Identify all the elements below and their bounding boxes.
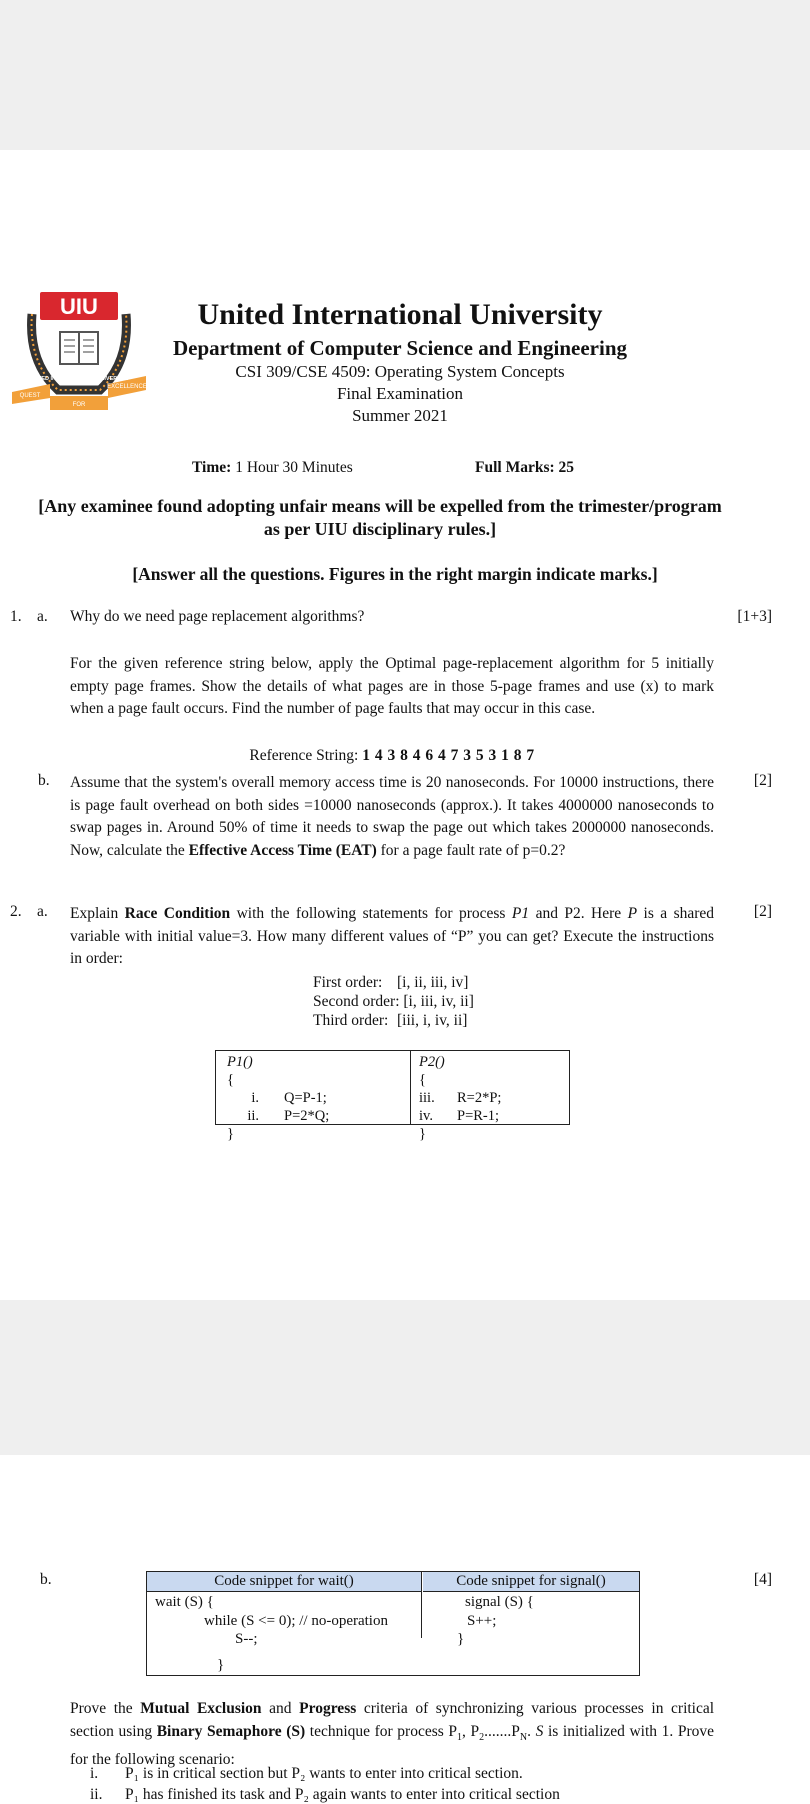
reference-string-value: 1 4 3 8 4 6 4 7 3 5 3 1 8 7 xyxy=(362,747,535,764)
p1-open-brace: { xyxy=(227,1072,234,1088)
q2-b-paragraph: Prove the Mutual Exclusion and Progress criteria of synchronizing various processes in critical section using Binary Semaphore (S) technique for process $P_1$, $P_2.......P_N$. S is initialized with 1. Prove for the following scenario: xyxy=(70,1700,715,1769)
q2-a-text-3: and P2. Here xyxy=(535,905,622,922)
q2-b-binary-semaphore-bold: Binary Semaphore xyxy=(156,1722,282,1740)
logo-ribbon-mid: FOR xyxy=(72,402,86,408)
order-row xyxy=(313,992,474,1011)
q2-b-text-4: technique for process P xyxy=(309,1722,458,1740)
q1-a-paragraph: For the given reference string below, apply the Optimal page-replacement algorithm for 5 initially empty page frames. Show the details of what pages are in those 5-page frames and use (x) to mark when a page fault occurs. Find the number of page faults that may occur in this case. xyxy=(70,655,714,717)
q2-b-s-bold: (S) xyxy=(286,1722,306,1740)
q2-b-label: b. xyxy=(40,1571,52,1588)
university-logo xyxy=(10,292,150,422)
p2-close-brace: } xyxy=(419,1126,426,1142)
warning-line-1: [Any examinee found adopting unfair means will be expelled from the trimester/program xyxy=(38,496,722,516)
logo-acronym: UIU xyxy=(60,294,98,319)
p1-block xyxy=(227,1053,382,1143)
p2-title: P2() xyxy=(419,1054,445,1070)
logo-ring-text: UNITED INTERNATIONAL UNIVERSITY xyxy=(28,376,130,382)
page-gap-band xyxy=(0,1300,810,1455)
p1-close-brace: } xyxy=(227,1126,234,1142)
semaphore-divider xyxy=(421,1591,422,1638)
exam-term: Summer 2021 xyxy=(352,406,448,425)
p2-open-brace: { xyxy=(419,1072,426,1088)
reference-string xyxy=(70,747,714,765)
top-gray-band xyxy=(0,0,810,150)
q2-a-text-2: with the following statements for process xyxy=(236,905,506,922)
p1-line-number: i. xyxy=(251,1090,259,1106)
q1-a-question: Why do we need page replacement algorithms? xyxy=(70,608,365,625)
p2-line-number: iv. xyxy=(419,1108,433,1124)
order-label: Third order: xyxy=(313,1012,389,1029)
full-marks: Full Marks: 25 xyxy=(475,459,575,476)
scenario-i-number: i. xyxy=(90,1765,99,1782)
q2-a-race-bold: Race Condition xyxy=(124,905,231,922)
q1-a-label: a. xyxy=(37,608,48,625)
logo-ribbon-left: QUEST xyxy=(19,393,41,399)
time-label: Time: xyxy=(192,459,232,476)
q2-b-mutual-exclusion-bold: Mutual Exclusion xyxy=(140,1700,262,1717)
logo-ribbon-right: EXCELLENCE xyxy=(107,384,147,390)
scenario-i xyxy=(90,1765,523,1783)
p1-line-code: Q=P-1; xyxy=(284,1090,327,1106)
q1-b-marks: [2] xyxy=(753,772,772,789)
department-name: Department of Computer Science and Engineering xyxy=(173,336,627,360)
university-name: United International University xyxy=(197,298,603,331)
q1-b-paragraph xyxy=(70,772,714,862)
order-value: [iii, i, iv, ii] xyxy=(397,1012,468,1029)
q1-b-text-2: for a page fault rate of p=0.2? xyxy=(380,841,566,859)
q2-number: 2. xyxy=(10,903,22,920)
order-value: [i, iii, iv, ii] xyxy=(403,993,474,1010)
q2-b-marks: [4] xyxy=(753,1571,772,1588)
q2-b-text-3: criteria of synchronizing various processes in critical section using xyxy=(70,1700,715,1740)
order-value: [i, ii, iii, iv] xyxy=(397,974,469,991)
p2-block xyxy=(419,1053,569,1143)
q2-a-paragraph xyxy=(70,903,714,971)
course-title: CSI 309/CSE 4509: Operating System Concepts xyxy=(235,362,565,381)
p1-title: P1() xyxy=(227,1054,253,1070)
exam-time xyxy=(192,459,353,477)
q1-b-eat-bold: Effective Access Time (EAT) xyxy=(188,841,377,859)
q1-number: 1. xyxy=(10,608,22,625)
scenario-ii-number: ii. xyxy=(90,1786,103,1803)
wait-line-3: S--; xyxy=(235,1631,258,1647)
order-row xyxy=(313,1011,474,1030)
reference-string-label: Reference String: xyxy=(249,747,359,764)
q2-b-text-1: Prove the xyxy=(70,1700,133,1717)
process-code-table xyxy=(215,1050,570,1142)
instruction: [Answer all the questions. Figures in the right margin indicate marks.] xyxy=(132,564,658,584)
q2-a-text-4: is a shared variable with initial value=3. How many different values of “P” you can get? Execute the instructions in order: xyxy=(70,905,715,967)
code-table-divider xyxy=(410,1051,411,1124)
university-logo-graphic xyxy=(10,292,150,422)
signal-line-3: } xyxy=(457,1631,465,1647)
warning-line-2: as per UIU disciplinary rules.] xyxy=(263,519,497,539)
time-value: 1 Hour 30 Minutes xyxy=(235,459,353,476)
p1-line-number: ii. xyxy=(247,1108,259,1124)
wait-line-4: } xyxy=(217,1657,225,1673)
q2-b-progress-bold: Progress xyxy=(299,1700,357,1717)
p2-line-code: R=2*P; xyxy=(457,1090,502,1106)
wait-line-2: while (S <= 0); // no-operation xyxy=(204,1613,388,1629)
q2-a-p: P xyxy=(627,905,638,922)
semaphore-code-table xyxy=(146,1571,640,1676)
scenario-ii xyxy=(90,1786,560,1804)
execution-orders xyxy=(313,973,474,1030)
p2-line-number: iii. xyxy=(419,1090,435,1106)
q2-b-text-2: and xyxy=(269,1700,292,1717)
signal-line-1: signal (S) { xyxy=(465,1594,534,1610)
order-row xyxy=(313,973,474,992)
p2-line-code: P=R-1; xyxy=(457,1108,500,1124)
p1-line-code: P=2*Q; xyxy=(284,1108,330,1124)
q2-a-marks: [2] xyxy=(753,903,772,920)
q1-b-label: b. xyxy=(38,772,50,789)
order-label: Second order: xyxy=(313,993,400,1010)
exam-title: Final Examination xyxy=(336,384,464,403)
wait-header: Code snippet for wait() xyxy=(214,1573,354,1589)
q1-b-text-1: Assume that the system's overall memory access time is 20 nanoseconds. For 10000 instructions, there is page fault overhead on both sides =10000 nanoseconds (approx.). It takes 4000000 nanoseconds to swap pages in. Around 50% of time it needs to swap the page out which takes 2000000 nanoseconds. Now, calculate the xyxy=(70,774,714,859)
scenario-ii-text: P₁ has finished its task and P₂ again wants to enter into critical section xyxy=(125,1786,560,1803)
q2-a-p1: P1 xyxy=(511,905,530,922)
q2-a-text-1: Explain xyxy=(70,905,119,922)
q2-b-text-5: is initialized with 1. Prove for the following scenario: xyxy=(70,1722,715,1769)
wait-line-1: wait (S) { xyxy=(155,1594,214,1610)
q1-a-marks: [1+3] xyxy=(737,608,772,625)
signal-line-2: S++; xyxy=(467,1613,497,1629)
order-label: First order: xyxy=(313,974,383,991)
signal-header: Code snippet for signal() xyxy=(456,1573,606,1589)
q2-a-label: a. xyxy=(37,903,48,920)
scenario-i-text: P₁ is in critical section but P₂ wants to enter into critical section. xyxy=(125,1765,523,1782)
